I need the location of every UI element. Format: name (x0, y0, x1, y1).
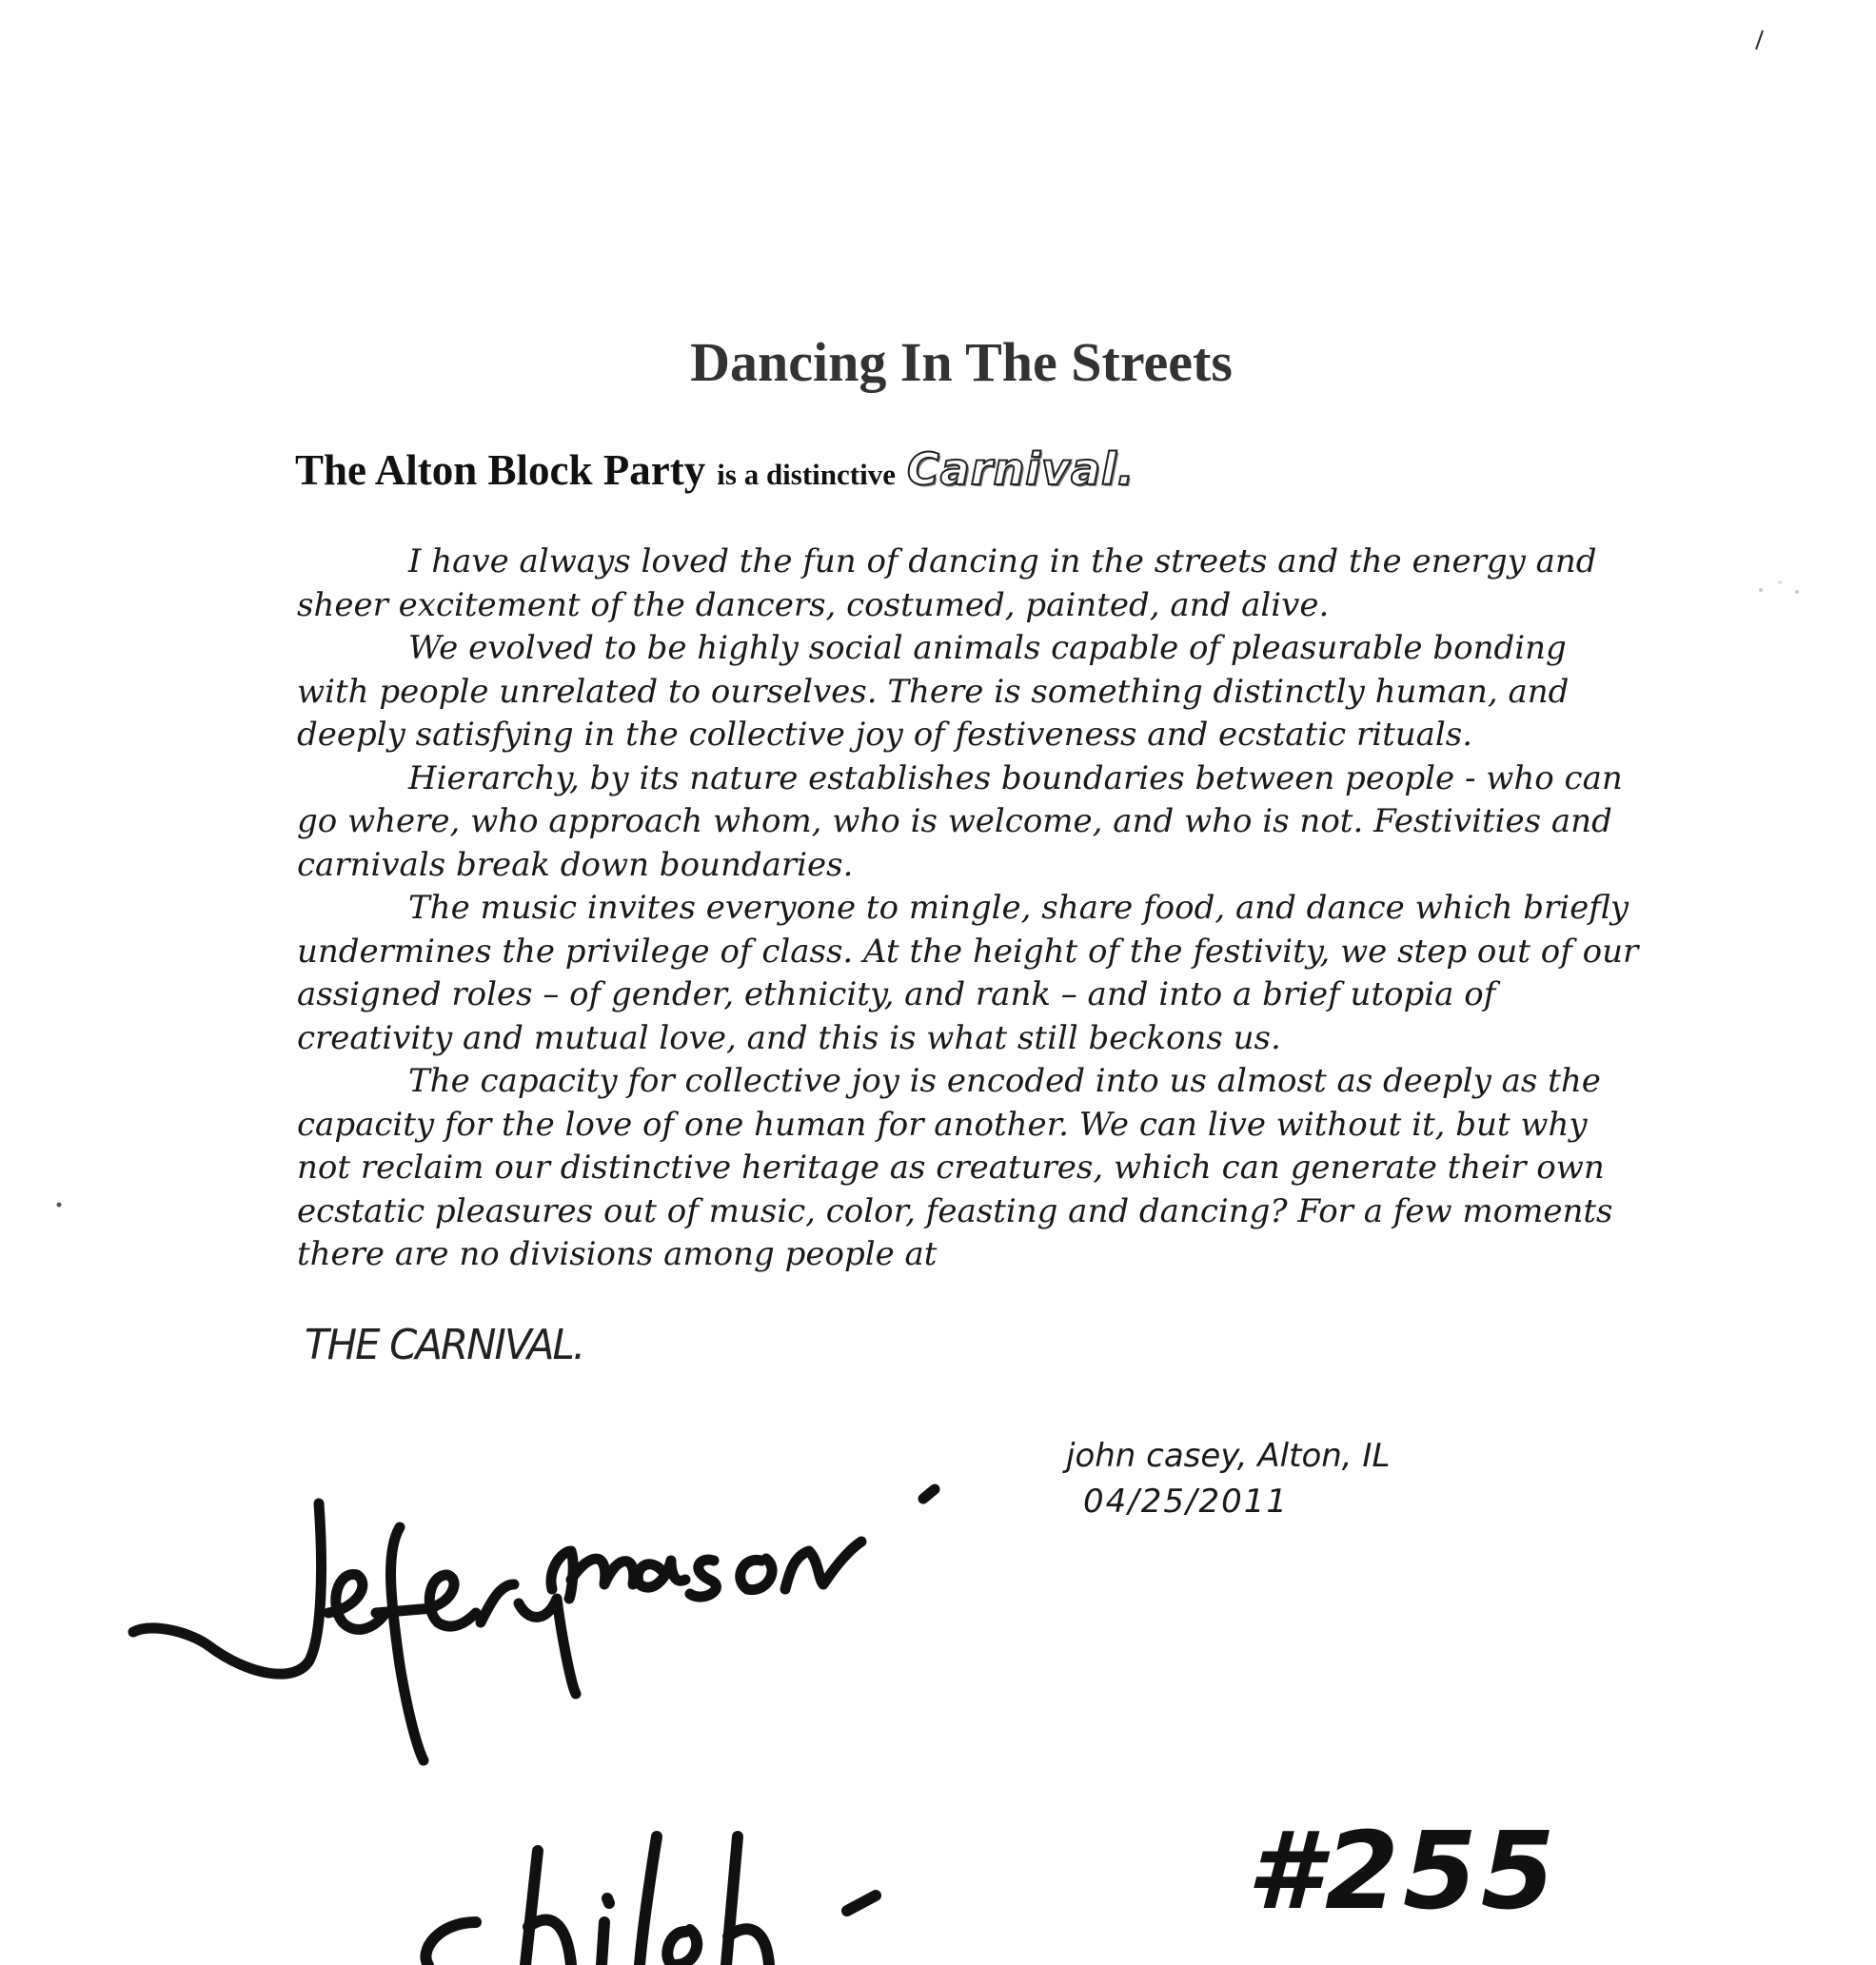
subheading-connector: is a distinctive (717, 458, 896, 491)
closing-line: THE CARNIVAL. (305, 1321, 584, 1369)
essay-body (297, 540, 1649, 1277)
paragraph: We evolved to be highly social animals capable of pleasurable bonding with people unrelated to ourselves. There is something distinctly human, and deeply satisfying in the collective joy of festiveness and ecstatic rituals. (297, 629, 1570, 754)
subheading (295, 443, 1135, 495)
paragraph: I have always loved the fun of dancing in the streets and the energy and sheer excitement of the dancers, costumed, painted, and alive. (297, 542, 1597, 624)
paragraph: The capacity for collective joy is encoded into us almost as deeply as the capacity for the love of one human for another. We can live without it, but why not reclaim our distinctive heritage as creatures, which can generate their own ecstatic pleasures out of music, color, feasting and dancing? For a few moments there are no divisions among people at (297, 1062, 1613, 1273)
scan-mark (55, 1201, 63, 1208)
paragraph: The music invites everyone to mingle, share food, and dance which briefly undermines the privilege of class. At the height of the festivity, we step out of our assigned roles – of gender, ethnicity, and rank – and into a brief utopia of creativity and mutual love, and this is what still beckons us. (297, 889, 1639, 1057)
author-line: john casey, Alton, IL (1066, 1437, 1391, 1475)
author-block (1066, 1437, 1390, 1528)
author-date: 04/25/2011 (1083, 1483, 1289, 1521)
handwritten-number: #255 (1247, 1810, 1559, 1934)
subheading-carnival-word: Carnival. (907, 443, 1135, 495)
scan-mark (1751, 571, 1808, 609)
paragraph: Hierarchy, by its nature establishes boundaries between people - who can go where, who approach whom, who is welcome, and who is not. Festivities and carnivals break down boundaries. (297, 758, 1623, 884)
handwritten-word-shiloh (400, 1808, 933, 1965)
document-title: Dancing In The Streets (690, 331, 1233, 393)
scan-mark (1753, 29, 1765, 51)
handwritten-signature (114, 1418, 971, 1779)
subheading-event-name: The Alton Block Party (295, 446, 706, 494)
